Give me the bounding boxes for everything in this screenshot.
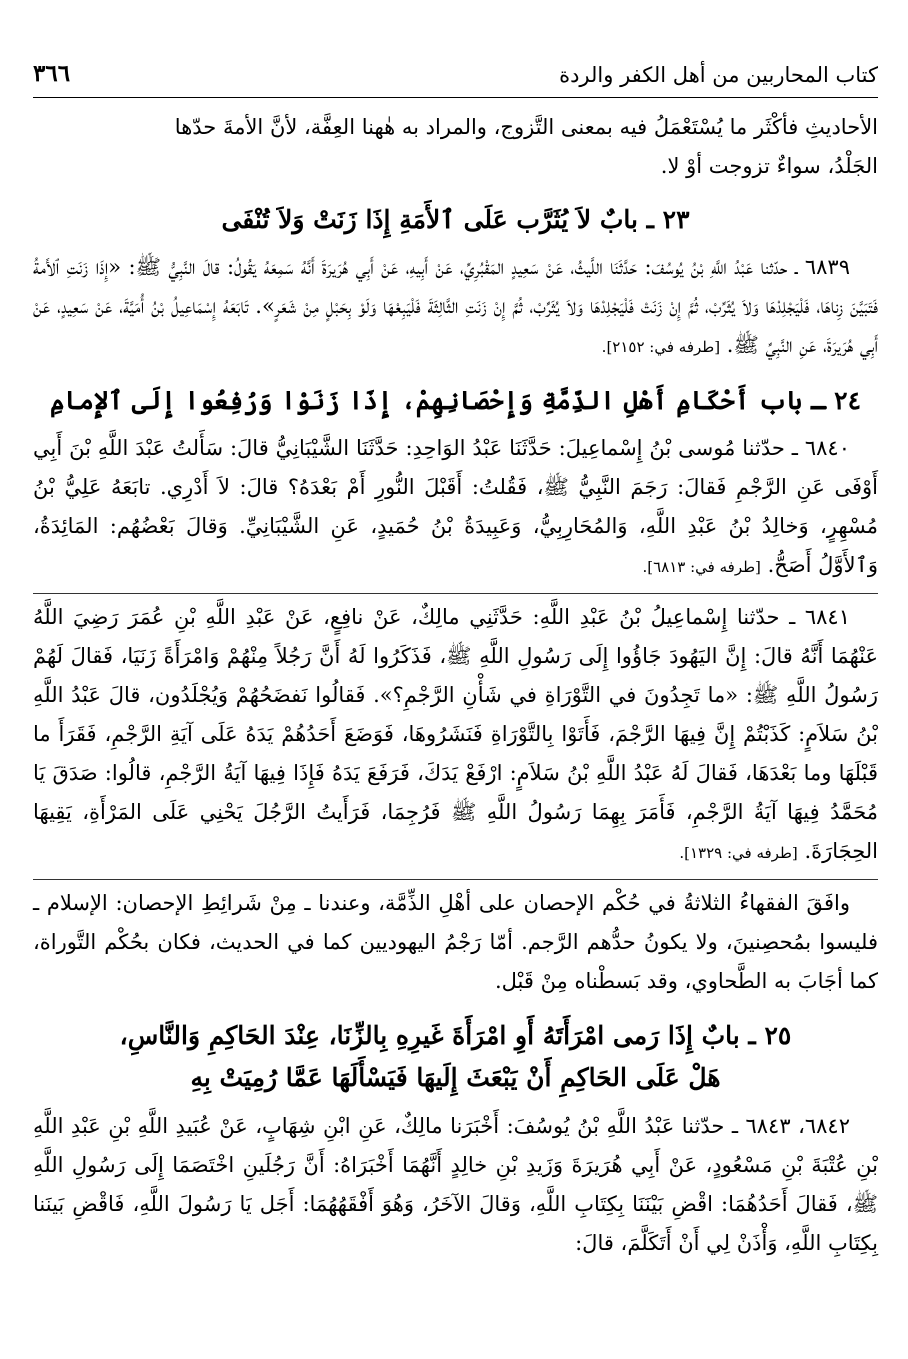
hadith-6841 <box>33 598 878 873</box>
intro-paragraph <box>33 108 878 186</box>
hadith-6840-reference: [طرفه في: ٦٨١٣]. <box>642 558 761 576</box>
page-header <box>33 55 878 98</box>
hadith-6842-6843: ٦٨٤٢، ٦٨٤٣ ـ حدّثنا عَبْدُ اللَّهِ بْنُ يُوسُفَ: أَخْبَرَنا مالِكٌ، عَنِ ابْنِ شِهَابٍ، عَنْ عُبَيدِ اللَّهِ بْنِ عَبْدِ اللَّهِ بْنِ عُتْبَةَ بْنِ مَسْعُودٍ، عَنْ أَبِي هُرَيرَةَ وَزَيدِ بْنِ خالِدٍ أَنَّهُمَا أَخْبَرَاهُ: أَنَّ رَجُلَينِ اخْتَصَمَا إِلَى رَسُولِ اللَّهِ ﷺ، فَقالَ أَحَدُهُمَا: اقْضِ بَيْنَنَا بِكِتَابِ اللَّهِ، وَقالَ الآخَرُ، وَهُوَ أَفْقَهُهُمَا: أَجَل يَا رَسُولَ اللَّهِ، فَاقْضِ بَينَنا بِكِتَابِ اللَّهِ، وَأْذَنْ لِي أَنْ أَتَكَلَّمَ، قالَ: <box>33 1114 878 1255</box>
hadith-6840 <box>33 429 878 587</box>
running-title: كتاب المحاربين من أهل الكفر والردة <box>559 63 878 87</box>
chapter-25-heading-line-1: ٢٥ ـ بابٌ إِذَا رَمى امْرَأَتَهُ أَوِ امْرَأَةَ غَيرِهِ بِالزِّنَا، عِنْدَ الحَاكِمِ وَالنَّاسِ، <box>119 1021 792 1050</box>
hadith-6839-text: ٦٨٣٩ ـ حدّثنا عَبْدُ اللَّهِ بْنُ يُوسُفَ: حَدَّثَنَا اللَّيثُ، عَنْ سَعِيدٍ المَقْبُرِيِّ، عَنْ أَبِيهِ، عَنْ أَبِي هُرَيرَةَ أَنَّهُ سَمِعَهُ يَقُولُ: قالَ النَّبِيُّ ﷺ: «إِذَا زَنَتِ ٱلأَمةُ فَتَبَيَّنَ زِناهَا، فَلْيَجْلِدْهَا وَلاَ يُثَرِّبْ، ثُمَّ إِنْ زَنَتْ فَلْيَجْلِدْهَا وَلاَ يُثَرِّبْ، ثُمَّ إِنْ زَنَتِ الثَّالِثَةَ فَلْيَبِعْهَا وَلَوْ بِحَبْلٍ مِنْ شَعَرٍ». تَابَعَهُ إِسْمَاعِيلُ بْنُ أُمَيَّةَ، عَنْ سَعِيدٍ، عَنْ أَبِي هُرَيرَةَ، عَنِ النَّبِيِّ ﷺ. <box>33 255 878 357</box>
intro-line-2: الجَلْدُ، سواءٌ تزوجت أوْ لا. <box>660 154 878 178</box>
chapter-24-heading: ٢٤ ـ باب أَحْكَامِ أَهْلِ الذِّمَّةِ وَإِحْصَانِهِمْ، إِذَا زَنَوْا وَرُفِعُوا إِلَى ٱلإِمامِ <box>49 386 862 415</box>
hadith-6841-text: ٦٨٤١ ـ حدّثنا إِسْماعِيلُ بْنُ عَبْدِ اللَّهِ: حَدَّثَنِي مالِكٌ، عَنْ نافِعٍ، عَنْ عَبْدِ اللَّهِ بْنِ عُمَرَ رَضِيَ اللَّهُ عَنْهُمَا أَنَّهُ قالَ: إِنَّ اليَهُودَ جَاؤُوا إِلَى رَسُولِ اللَّهِ ﷺ، فَذَكَرُوا لَهُ أَنَّ رَجُلاً مِنْهُمْ وَامْرَأَةً زَنَيَا، فَقالَ لَهُمْ رَسُولُ اللَّهِ ﷺ: «ما تَجِدُونَ في التَّوْرَاةِ في شَأْنِ الرَّجْمِ؟». فَقالُوا نَفضَحُهُمْ وَيُجْلَدُون، قالَ عَبْدُ اللَّهِ بْنُ سَلاَمٍ: كَذَبْتُمْ إِنَّ فِيهَا الرَّجْمَ، فَأَتَوْا بِالتَّوْرَاةِ فَنَشَرُوهَا، فَوَضَعَ أَحَدُهُمْ يَدَهُ عَلَى آيَةِ الرَّجْمِ، فَقَرَأَ ما قَبْلَهَا وما بَعْدَهَا، فَقالَ لَهُ عَبْدُ اللَّهِ بْنُ سَلاَمٍ: ارْفَعْ يَدَكَ، فَرَفَعَ يَدَهُ فَإِذَا فِيهَا آيَةُ الرَّجْمِ، قالُوا: صَدَقَ يَا مُحَمَّدُ فِيهَا آيَةُ الرَّجْمِ، فَأَمَرَ بِهِمَا رَسُولُ اللَّهِ ﷺ فَرُجِمَا، فَرَأَيتُ الرَّجُلَ يَحْنِي عَلَى المَرْأَةِ، يَقِيهَا الحِجَارَةَ. <box>33 605 878 863</box>
hadith-6840-text: ٦٨٤٠ ـ حدّثنا مُوسى بْنُ إِسْماعِيلَ: حَدَّثَنَا عَبْدُ الوَاحِدِ: حَدَّثَنَا الشَّيْبَانِيُّ قالَ: سَأَلتُ عَبْدَ اللَّهِ بْنَ أَبِي أَوْفَى عَنِ الرَّجْمِ فَقالَ: رَجَمَ النَّبِيُّ ﷺ، فَقُلتُ: أَقَبْلَ النُّورِ أَمْ بَعْدَهُ؟ قالَ: لاَ أَدْرِي. تابَعَهُ عَلِيُّ بْنُ مُسْهِرٍ، وَخالِدُ بْنُ عَبْدِ اللَّهِ، وَالمُحَارِبِيُّ، وَعَبِيدَةُ بْنُ حُمَيدٍ، عَنِ الشَّيْبَانِيِّ. وَقالَ بَعْضُهُم: المَائِدَةُ، وَٱلأَوَّلُ أَصَحُّ. <box>33 436 878 577</box>
commentary-paragraph: وافَقَ الفقهاءُ الثلاثةُ في حُكْم الإحصان على أهْلِ الذِّمَّة، وعندنا ـ مِنْ شَرائِطِ الإحصان: الإسلام ـ فليسوا بمُحصِنينَ، ولا يكونُ حدُّهم الرَّجم. أمّا رَجْمُ اليهوديين كما في الحديث، فكان بحُكْم التَّوراة، كما أجَابَ به الطَّحاوي، وقد بَسطْناه مِنْ قَبْل. <box>33 891 878 993</box>
hadith-6839-reference: [طرفه في: ٢١٥٢]. <box>601 338 721 356</box>
hadith-6839 <box>33 248 878 367</box>
divider <box>33 879 878 880</box>
intro-line-1: الأحاديثِ فأكْثَر ما يُسْتَعْمَلُ فيه بمعنى التَّزوج، والمراد به هٰهنا العِفَّة، لأنَّ الأمةَ حدّها <box>174 115 878 139</box>
chapter-25-heading <box>33 1015 878 1099</box>
divider <box>33 593 878 594</box>
page-body <box>33 108 878 1263</box>
chapter-23-heading: ٢٣ ـ بابٌ لاَ يُثَرَّب عَلَى ٱلأَمَةِ إِذَا زَنَتْ وَلاَ تُنْفَى <box>221 205 690 234</box>
hadith-6841-reference: [طرفه في: ١٣٢٩]. <box>679 844 798 862</box>
chapter-25-heading-line-2: هَلْ عَلَى الحَاكِمِ أَنْ يَبْعَثَ إِلَيهَا فَيَسْأَلَهَا عَمَّا رُمِيَتْ بِهِ <box>190 1063 721 1092</box>
page-number: ٣٦٦ <box>33 60 71 87</box>
